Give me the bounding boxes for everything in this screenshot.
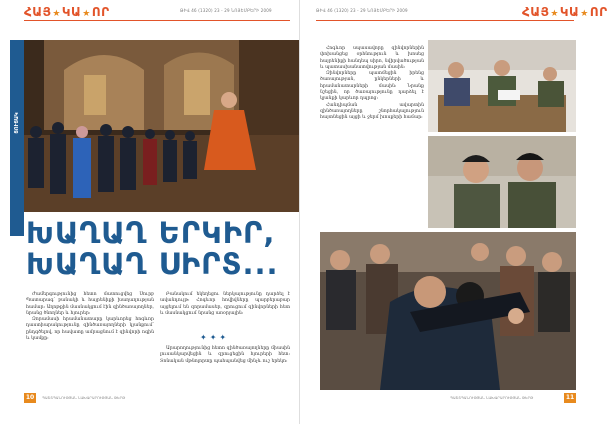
church-photo-image [24,40,300,212]
section-label: ՑՈՒՑԱԿ [14,112,20,134]
issue-line: ԹԻՎ 46 (1320) 23 - 29 ՆՈՅԵՄԲԵՐԻ 2009 [316,8,408,13]
paragraph: Ժամերգությունից հետո մատուցվեց Սուրբ Պատարագ՝ բանակի և հայրենիքի խաղաղության համար: Աղոթքին մասնակցում էին զինծառայողներ, նրանց ծնողներ և հյուրեր: [26,292,154,316]
logo-text-2: ԿԱ [61,5,82,19]
page-number: 11 [565,394,575,401]
page-number: 10 [25,394,35,401]
paragraph: Արարողությունից հետո զինծառայողները միասին լուսանկարվեցին և զրուցեցին հյուրերի հետ: Տոնական մթնոլորտը պահպանվեց մինչև ուշ երեկո: [160,346,290,364]
article-title [26,218,296,280]
paragraph: Հոգևոր սպասավորը զինվորներին փոխանցեց օրհնություն և խոսեց հայրենիքի հանդեպ սիրո, նվիրվածության և պատասխանատվության մասին: [320,46,424,70]
star-icon: ★ [550,9,559,19]
paragraph: Հանդիպման ավարտին զինծառայողները շնորհակալություն հայտնեցին այցի և ջերմ խոսքերի համար: [320,102,424,121]
page-footer: ՊԱՇՏՊԱՆՈՒԹՅԱՆ ՆԱԽԱՐԱՐՈՒԹՅԱՆ ԹԵՐԹ [42,396,126,400]
magazine-logo [522,5,608,19]
separator-stars: ✦✦✦ [200,333,230,342]
section-bar [10,40,24,236]
left-page [0,0,300,424]
left-column-1 [26,292,154,388]
star-icon: ★ [580,9,589,19]
logo-text-1: ՀԱՅ [522,5,550,19]
header-rule [316,20,574,21]
paragraph: Բանակում եկեղեցու ներկայությունը դարձել է ավանդույթ: Հոգևոր հովիվները պարբերաբար այցելում են զորամասեր, զրուցում զինվորների հետ և մասնակցում նրանց առօրյային: [160,292,290,316]
star-icon: ★ [52,9,61,19]
logo-text-1: ՀԱՅ [24,5,52,19]
logo-text-3: ՈՐ [91,5,110,19]
star-icon: ★ [82,9,91,19]
left-column-2-top [160,292,290,332]
magazine-logo [24,5,110,19]
soldiers-photo-image [428,136,576,228]
paragraph: Զինվորները պատմեցին իրենց ծառայության, ընկերների և հրամանատարների մասին: Նրանք նշեցին, որ ծառայությունը դարձել է կյանքի կարևոր դպրոց: [320,71,424,102]
officers-meeting-photo [428,40,576,132]
header-rule [24,20,290,21]
right-column-1 [320,46,424,218]
hugging-crowd-photo [320,232,576,390]
left-column-2-bottom [160,346,290,390]
paragraph: Զորամասի հրամանատարը կարևորեց հոգևոր դաստիարակությունը զինծառայողների կյանքում՝ ընդգծելով, որ հավատը ամրացնում է զինվորի ոգին և կամքը: [26,317,154,342]
logo-text-2: ԿԱ [559,5,580,19]
officers-photo-image [428,40,576,132]
title-line-2: ԽԱՂԱՂ ՍԻՐՏ... [26,247,279,281]
title-line-1: ԽԱՂԱՂ ԵՐԿԻՐ, [26,216,276,250]
church-service-photo [24,40,300,212]
right-page [300,0,608,424]
logo-text-3: ՈՐ [589,5,608,19]
crowd-photo-image [320,232,576,390]
page-footer: ՊԱՇՏՊԱՆՈՒԹՅԱՆ ՆԱԽԱՐԱՐՈՒԹՅԱՆ ԹԵՐԹ [450,396,534,400]
issue-line: ԹԻՎ 46 (1320) 23 - 29 ՆՈՅԵՄԲԵՐԻ 2009 [180,8,272,13]
two-soldiers-photo [428,136,576,228]
